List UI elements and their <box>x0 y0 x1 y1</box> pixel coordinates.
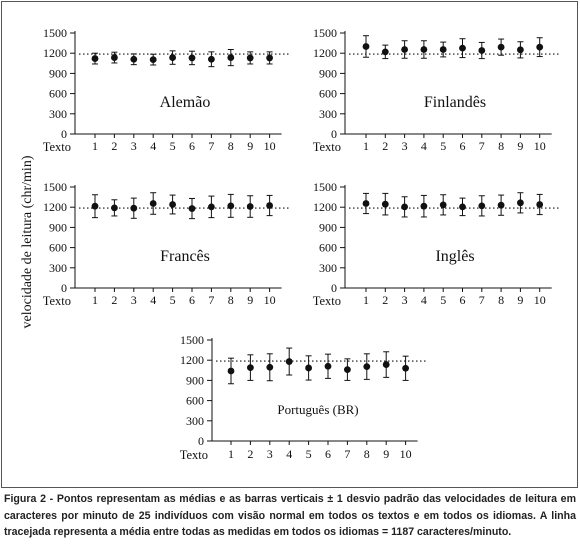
x-tick-label: 3 <box>266 447 273 461</box>
x-tick-label: 9 <box>247 293 254 307</box>
x-tick-label: 3 <box>130 139 137 153</box>
y-tick-label: 1500 <box>43 180 67 194</box>
data-point <box>363 200 370 207</box>
data-point <box>227 54 234 61</box>
data-point <box>266 364 273 371</box>
data-point <box>536 201 543 208</box>
y-tick-label: 1200 <box>43 200 67 215</box>
y-tick-label: 900 <box>319 220 337 235</box>
y-tick-label: 1200 <box>43 46 67 61</box>
data-point <box>111 54 118 61</box>
y-tick-label: 600 <box>49 240 67 255</box>
data-point <box>208 203 215 210</box>
x-tick-label: 4 <box>286 447 293 461</box>
data-point <box>305 365 312 372</box>
data-point <box>498 44 505 51</box>
x-tick-label: 8 <box>498 139 505 153</box>
data-point <box>247 364 254 371</box>
data-point <box>150 56 157 63</box>
data-point <box>130 205 137 212</box>
x-tick-label: 8 <box>498 293 505 307</box>
y-tick-label: 0 <box>331 127 337 141</box>
x-tick-label: 5 <box>169 139 176 153</box>
y-tick-label: 0 <box>331 281 337 295</box>
y-tick-label: 300 <box>186 413 204 428</box>
x-tick-label: 1 <box>228 447 234 461</box>
x-tick-label: 9 <box>383 447 390 461</box>
data-point <box>227 202 234 209</box>
x-tick-label: 8 <box>227 139 234 153</box>
x-tick-label: 7 <box>344 447 351 461</box>
data-point <box>169 201 176 208</box>
data-point <box>150 200 157 207</box>
panel-title: Inglês <box>435 248 475 265</box>
x-tick-label: 5 <box>440 293 447 307</box>
data-point <box>169 54 176 61</box>
data-point <box>478 202 485 209</box>
x-tick-label: 10 <box>263 139 276 153</box>
data-point <box>266 55 273 62</box>
data-point <box>382 201 389 208</box>
y-tick-label: 0 <box>61 127 67 141</box>
data-point <box>401 46 408 53</box>
y-tick-label: 300 <box>49 106 67 121</box>
x-axis-label: Texto <box>312 294 341 308</box>
y-tick-label: 1200 <box>180 353 204 368</box>
y-tick-label: 300 <box>49 260 67 275</box>
x-axis-label: Texto <box>179 448 208 462</box>
chart-panel-5 <box>180 333 426 462</box>
chart-panel-3 <box>43 180 290 308</box>
data-point <box>286 358 293 365</box>
x-tick-label: 2 <box>111 139 118 153</box>
x-tick-label: 1 <box>92 293 98 307</box>
y-tick-label: 1500 <box>313 26 337 40</box>
data-point <box>344 366 351 373</box>
x-tick-label: 7 <box>208 293 215 307</box>
x-tick-label: 8 <box>227 293 234 307</box>
x-tick-label: 5 <box>440 139 447 153</box>
x-tick-label: 6 <box>459 139 466 153</box>
data-point <box>247 55 254 62</box>
data-point <box>208 56 215 63</box>
x-tick-label: 10 <box>533 293 546 307</box>
data-point <box>382 48 389 55</box>
data-point <box>498 202 505 209</box>
x-tick-label: 3 <box>401 139 408 153</box>
data-point <box>189 55 196 62</box>
x-tick-label: 3 <box>130 293 137 307</box>
data-point <box>517 199 524 206</box>
data-point <box>459 203 466 210</box>
y-axis-label: velocidade de leitura (chr/min) <box>20 155 35 329</box>
x-tick-label: 2 <box>111 293 118 307</box>
x-tick-label: 1 <box>363 139 369 153</box>
x-tick-label: 7 <box>208 139 215 153</box>
data-point <box>130 56 137 63</box>
x-tick-label: 10 <box>399 447 412 461</box>
data-point <box>247 203 254 210</box>
y-tick-label: 600 <box>319 86 337 101</box>
data-point <box>383 361 390 368</box>
x-tick-label: 1 <box>363 293 369 307</box>
x-axis-label: Texto <box>42 140 71 154</box>
x-tick-label: 4 <box>150 139 157 153</box>
y-tick-label: 0 <box>61 281 67 295</box>
data-point <box>517 46 524 53</box>
chart-panel-2 <box>313 26 560 154</box>
x-tick-label: 6 <box>189 293 195 307</box>
x-tick-label: 6 <box>325 447 331 461</box>
x-tick-label: 8 <box>363 447 370 461</box>
data-point <box>111 204 118 211</box>
x-tick-label: 2 <box>382 139 389 153</box>
y-tick-label: 1200 <box>313 200 337 215</box>
data-point <box>402 365 409 372</box>
chart-panel-4 <box>313 180 560 308</box>
y-tick-label: 900 <box>319 66 337 81</box>
data-point <box>421 46 428 53</box>
data-point <box>401 203 408 210</box>
x-tick-label: 2 <box>247 447 254 461</box>
x-tick-label: 9 <box>247 139 254 153</box>
y-tick-label: 900 <box>49 220 67 235</box>
data-point <box>363 363 370 370</box>
x-tick-label: 2 <box>382 293 389 307</box>
x-tick-label: 3 <box>401 293 408 307</box>
y-tick-label: 1500 <box>43 26 67 40</box>
x-tick-label: 7 <box>478 293 485 307</box>
y-tick-label: 600 <box>49 86 67 101</box>
data-point <box>459 45 466 52</box>
panel-title: Português (BR) <box>277 402 359 417</box>
data-point <box>325 363 332 370</box>
y-tick-label: 300 <box>319 106 337 121</box>
data-point <box>478 47 485 54</box>
data-point <box>266 202 273 209</box>
data-point <box>363 43 370 50</box>
y-tick-label: 600 <box>319 240 337 255</box>
x-tick-label: 10 <box>533 139 546 153</box>
figure-caption: Figura 2 - Pontos representam as médias e as barras verticais ± 1 desvio padrão das velocidades de leitura em caracteres por minuto de 25 indivíduos com visão normal em todos os textos e em todos os idiomas. A linha tracejada representa a média entre todas as medidas em todos os idiomas = 1187 caracteres/minuto. <box>4 493 576 539</box>
chart-panel-1 <box>43 26 290 154</box>
data-point <box>228 368 235 375</box>
y-tick-label: 1200 <box>313 46 337 61</box>
data-point <box>189 205 196 212</box>
y-tick-label: 1500 <box>313 180 337 194</box>
x-tick-label: 6 <box>189 139 195 153</box>
data-point <box>421 203 428 210</box>
y-tick-label: 600 <box>186 393 204 408</box>
x-tick-label: 5 <box>169 293 176 307</box>
x-axis-label: Texto <box>312 140 341 154</box>
data-point <box>92 203 99 210</box>
x-tick-label: 10 <box>263 293 276 307</box>
x-tick-label: 4 <box>150 293 157 307</box>
x-tick-label: 9 <box>517 293 524 307</box>
data-point <box>440 201 447 208</box>
x-tick-label: 6 <box>459 293 466 307</box>
panel-title: Francês <box>160 248 210 265</box>
data-point <box>92 55 99 62</box>
x-tick-label: 9 <box>517 139 524 153</box>
x-tick-label: 4 <box>420 293 427 307</box>
x-tick-label: 1 <box>92 139 98 153</box>
panel-title: Alemão <box>159 94 211 111</box>
y-tick-label: 0 <box>198 434 204 448</box>
data-point <box>440 46 447 53</box>
y-tick-label: 900 <box>49 66 67 81</box>
y-tick-label: 1500 <box>180 333 204 347</box>
x-axis-label: Texto <box>42 294 71 308</box>
y-tick-label: 300 <box>319 260 337 275</box>
x-tick-label: 5 <box>305 447 312 461</box>
x-tick-label: 7 <box>478 139 485 153</box>
panel-title: Finlandês <box>423 94 487 111</box>
x-tick-label: 4 <box>420 139 427 153</box>
data-point <box>536 44 543 51</box>
y-tick-label: 900 <box>186 373 204 388</box>
